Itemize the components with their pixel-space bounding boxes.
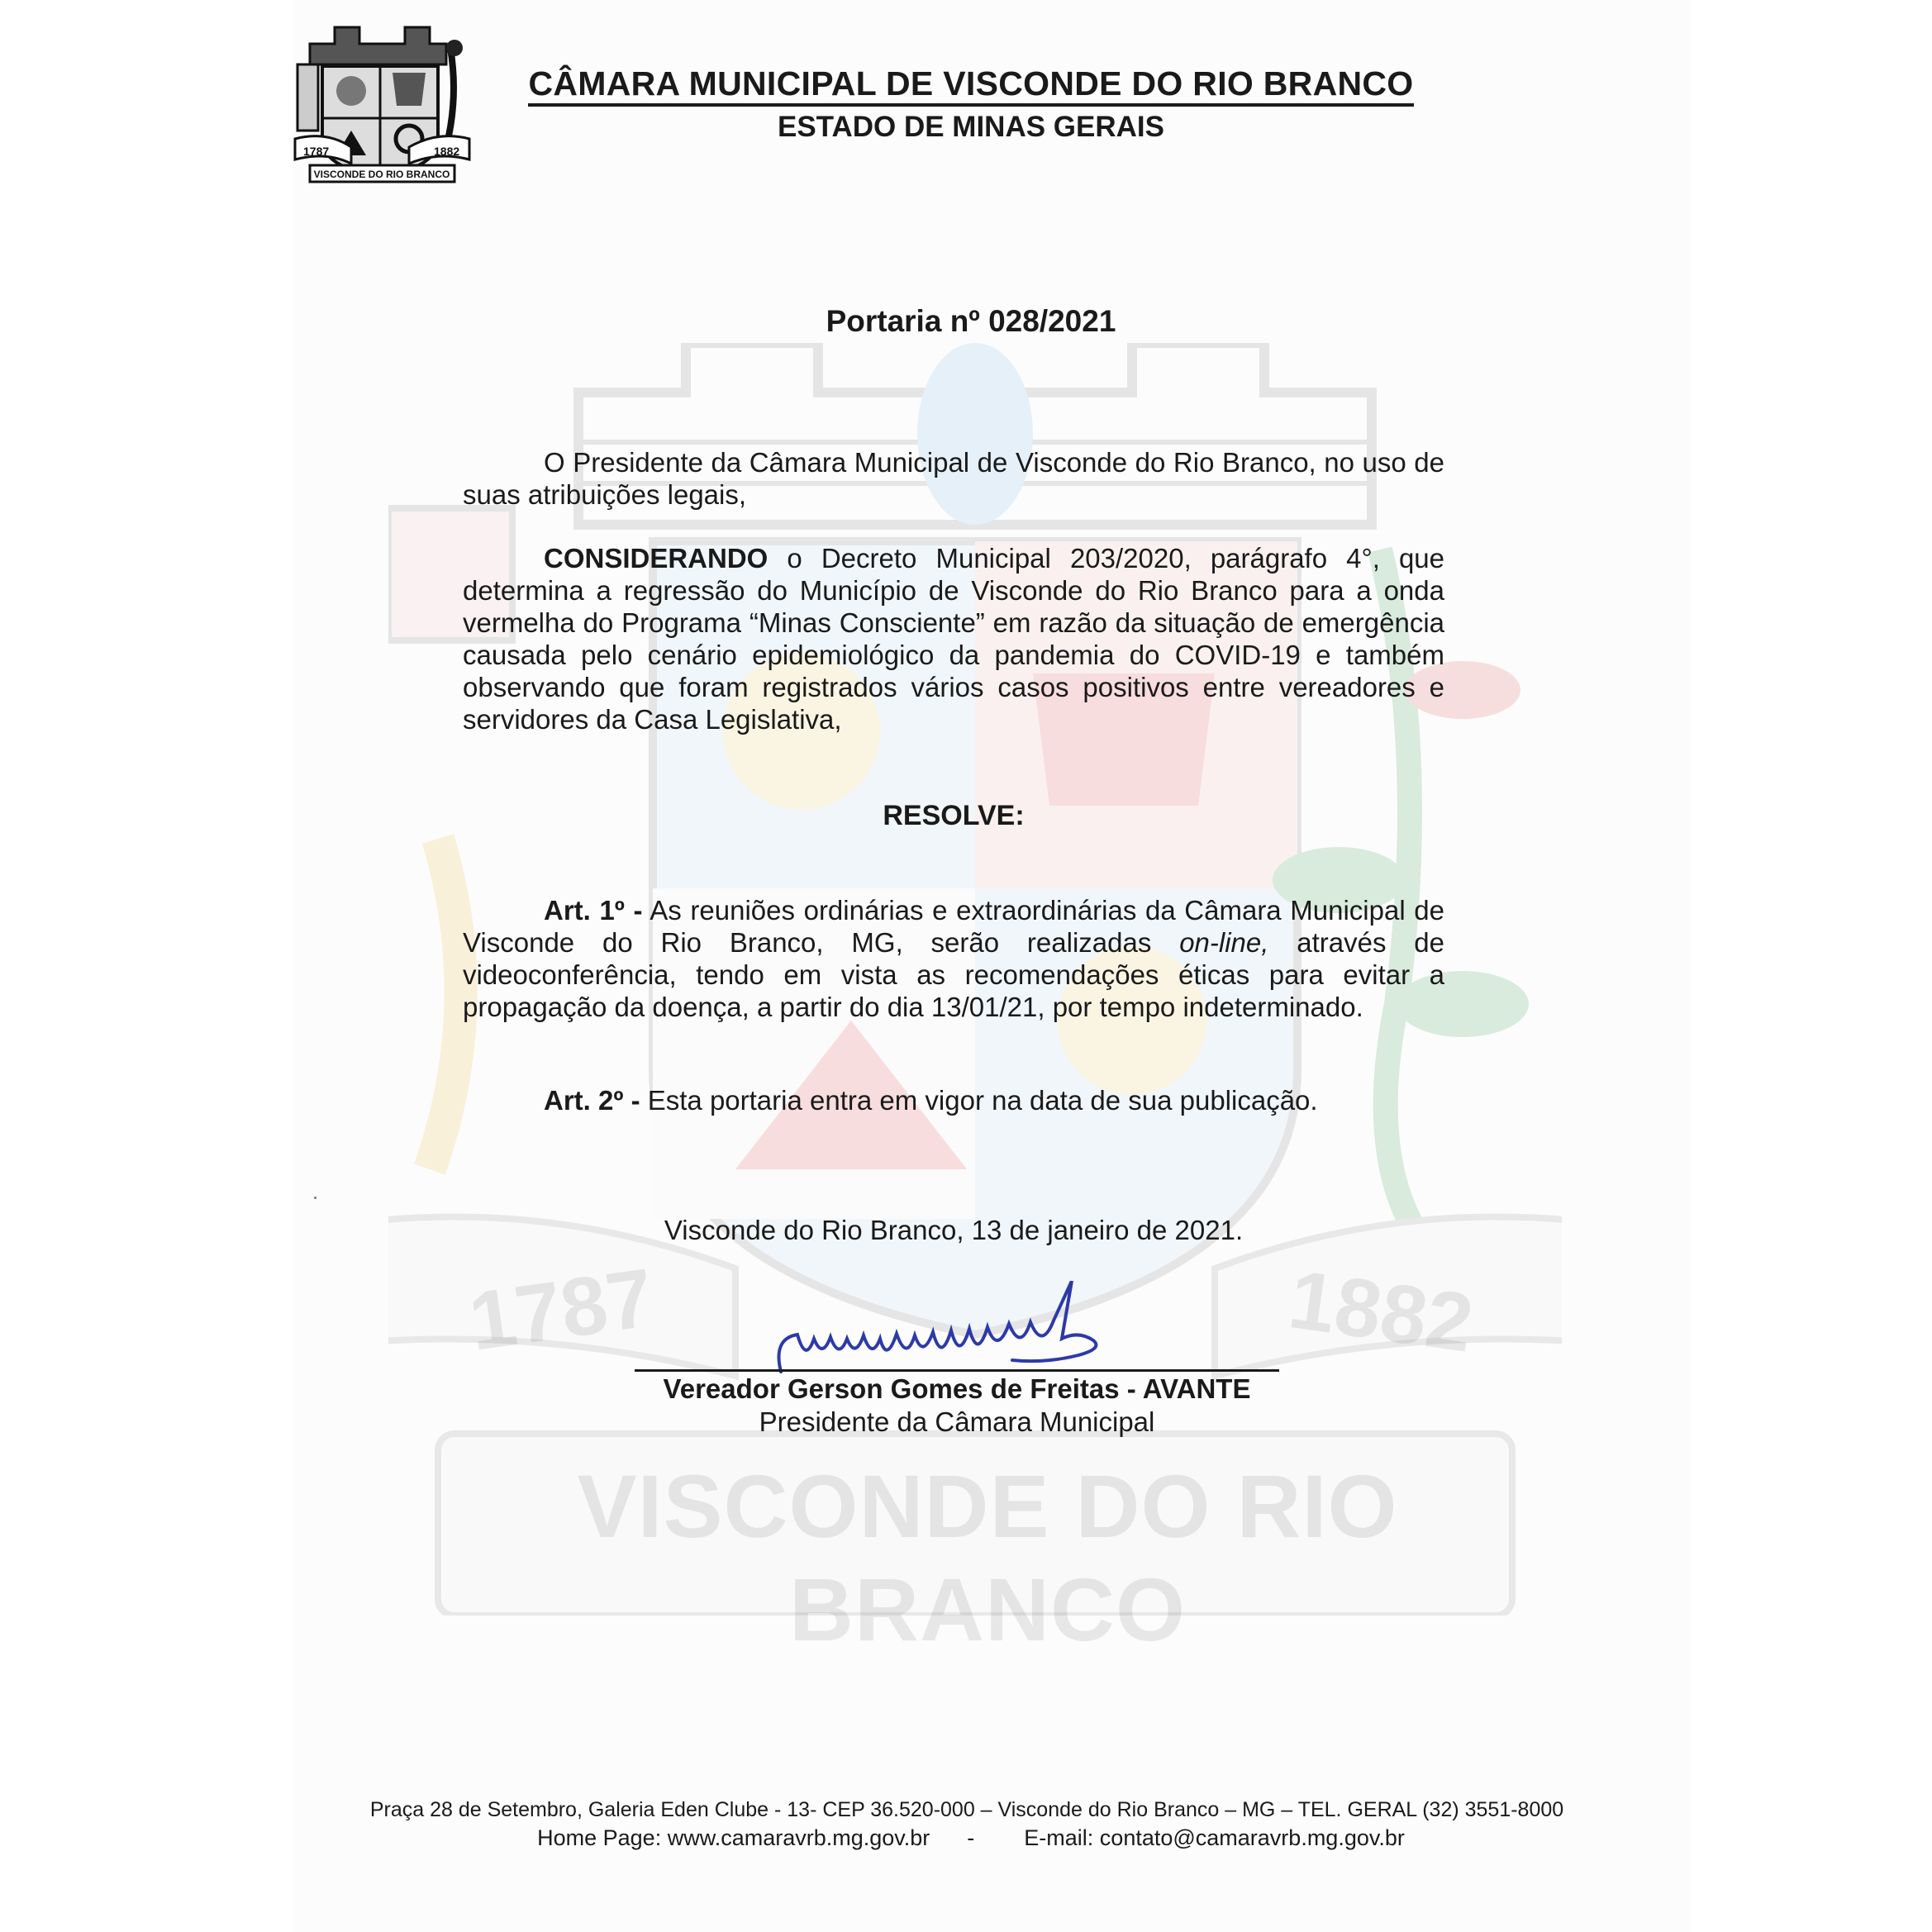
article-1-online-term: on-line, <box>1179 927 1269 958</box>
crest-year-left: 1787 <box>303 145 330 158</box>
institution-title: CÂMARA MUNICIPAL DE VISCONDE DO RIO BRANCO <box>463 64 1479 103</box>
article-2-text: Esta portaria entra em vigor na data de sua publicação. <box>640 1085 1318 1116</box>
resolve-heading: RESOLVE: <box>883 800 1025 831</box>
place-and-date: Visconde do Rio Branco, 13 de janeiro de 2021. <box>664 1215 1244 1245</box>
considering-label: CONSIDERANDO <box>544 543 769 573</box>
municipal-coat-of-arms-logo <box>293 15 471 184</box>
footer-address: Praça 28 de Setembro, Galeria Eden Clube - 13- CEP 36.520-000 – Visconde do Rio Branco – MG – TEL. GERAL (32) 3551-8000 <box>369 1798 1564 1821</box>
signer-name: Vereador Gerson Gomes de Freitas - AVANTE <box>663 1373 1251 1404</box>
article-1-paragraph <box>463 894 1444 1023</box>
signer-role: Presidente da Câmara Municipal <box>759 1406 1155 1437</box>
watermark-year-left: 1787 <box>464 1251 659 1368</box>
scan-speck <box>314 1197 316 1199</box>
document-title: Portaria nº 028/2021 <box>826 304 1116 338</box>
watermark-year-right: 1882 <box>1283 1253 1479 1370</box>
handwritten-signature <box>764 1281 1153 1380</box>
watermark-city-name: VISCONDE DO RIO BRANCO <box>577 1456 1398 1659</box>
article-1-text-b: através de videoconferência, tendo em vista as recomendações éticas para evitar a propagação da doença, a partir do dia 13/01/21, por tempo indeterminado. <box>463 927 1444 1022</box>
footer-contact: Home Page: www.camaravrb.mg.gov.br - E-mail: contato@camaravrb.mg.gov.br <box>537 1825 1405 1850</box>
article-2-label: Art. 2º - <box>544 1085 640 1116</box>
considering-text: o Decreto Municipal 203/2020, parágrafo 4°, que determina a regressão do Município de Visconde do Rio Branco para a onda vermelha do Programa “Minas Consciente” em razão da situação de emergência causada pelo cenário epidemiológico da pandemia do COVID-19 e também observando que foram registrados vários casos positivos entre vereadores e servidores da Casa Legislativa, <box>463 543 1444 735</box>
crest-ribbon-text: VISCONDE DO RIO BRANCO <box>313 169 450 180</box>
considering-paragraph <box>463 542 1444 735</box>
article-1-label: Art. 1º - <box>544 895 643 926</box>
article-2-paragraph <box>463 1084 1444 1116</box>
signature-line <box>635 1369 1279 1372</box>
institution-subtitle: ESTADO DE MINAS GERAIS <box>777 111 1164 143</box>
article-1-text-a: As reuniões ordinárias e extraordinárias da Câmara Municipal de Visconde do Rio Branco, MG, serão realizadas <box>463 895 1444 958</box>
crest-year-right: 1882 <box>434 145 460 158</box>
preamble-paragraph: O Presidente da Câmara Municipal de Visconde do Rio Branco, no uso de suas atribuições legais, <box>463 447 1444 510</box>
